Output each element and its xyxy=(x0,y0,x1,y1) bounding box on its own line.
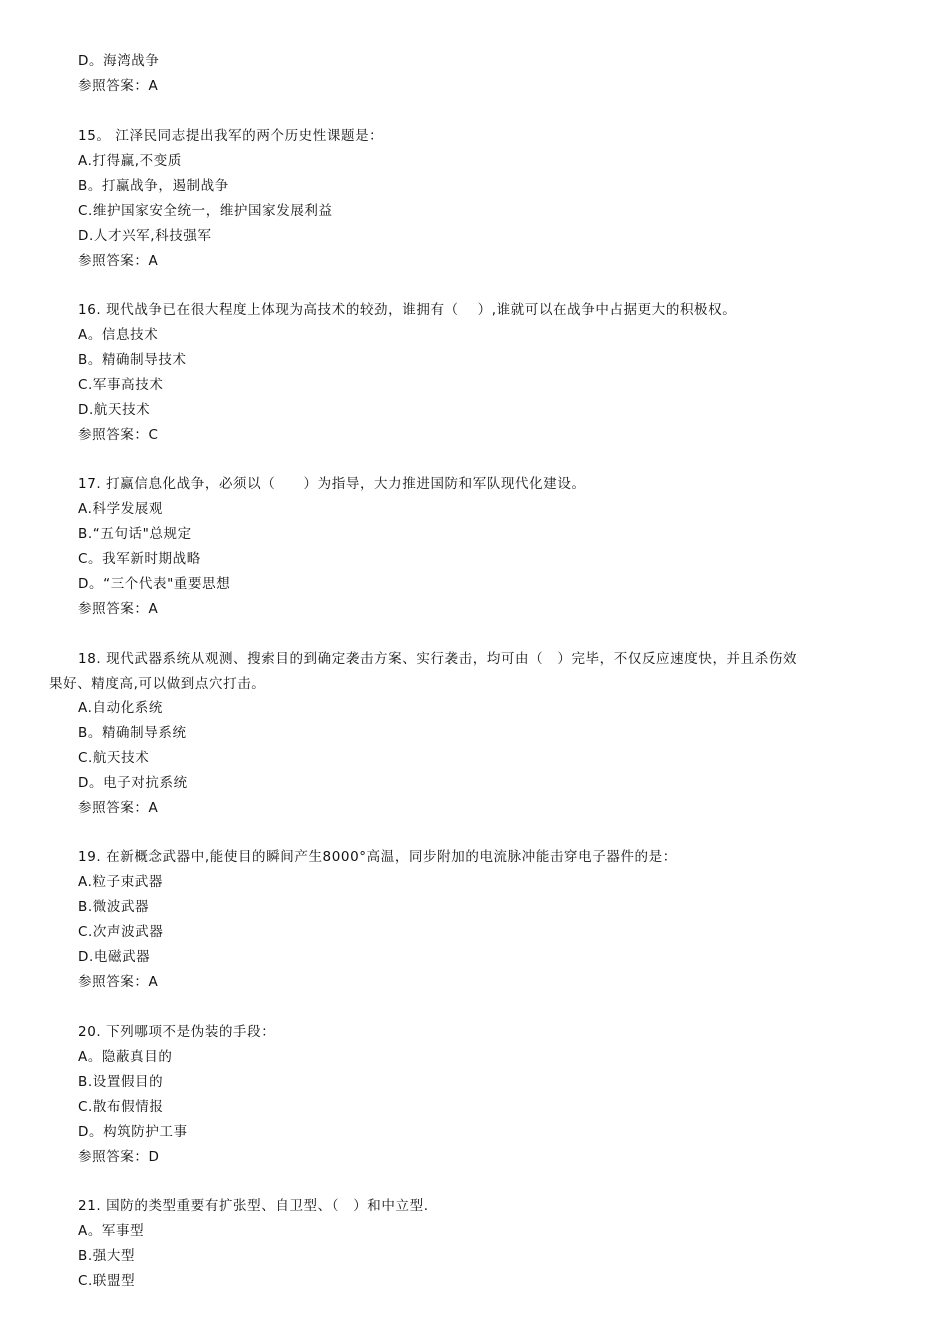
question-19-answer: 参照答案：A xyxy=(78,974,159,990)
question-20-option-b: B.设置假目的 xyxy=(78,1074,164,1090)
question-17-answer: 参照答案：A xyxy=(78,601,159,617)
question-16-option-c: C.军事高技术 xyxy=(78,377,164,393)
question-18-option-a: A.自动化系统 xyxy=(78,700,163,716)
question-19-option-d: D.电磁武器 xyxy=(78,949,151,965)
question-18-title-line-2: 果好、精度高,可以做到点穴打击。 xyxy=(49,676,266,692)
question-19-option-a: A.粒子束武器 xyxy=(78,874,163,890)
question-16-option-d: D.航天技术 xyxy=(78,402,151,418)
question-18-title-line-1: 18. 现代武器系统从观测、搜索目的到确定袭击方案、实行袭击，均可由（ ）完毕，不仅反应速度快，并且杀伤效 xyxy=(78,651,798,667)
question-15-option-a: A.打得赢,不变质 xyxy=(78,153,182,169)
option-d: D。海湾战争 xyxy=(78,53,160,69)
question-15-answer: 参照答案：A xyxy=(78,253,159,269)
question-17-option-c: C。我军新时期战略 xyxy=(78,551,201,567)
question-19-option-c: C.次声波武器 xyxy=(78,924,164,940)
question-21-title: 21. 国防的类型重要有扩张型、自卫型、（ ）和中立型. xyxy=(78,1198,429,1214)
question-17-option-a: A.科学发展观 xyxy=(78,501,163,517)
question-20-option-c: C.散布假情报 xyxy=(78,1099,164,1115)
question-15-title: 15。 江泽民同志提出我军的两个历史性课题是： xyxy=(78,128,384,144)
question-20-title: 20. 下列哪项不是伪装的手段： xyxy=(78,1024,276,1040)
question-18-option-b: B。精确制导系统 xyxy=(78,725,187,741)
question-16-answer: 参照答案：C xyxy=(78,427,159,443)
question-15-option-c: C.维护国家安全统一，维护国家发展利益 xyxy=(78,203,333,219)
question-18-option-d: D。电子对抗系统 xyxy=(78,775,188,791)
question-18-answer: 参照答案：A xyxy=(78,800,159,816)
question-20-option-d: D。构筑防护工事 xyxy=(78,1124,188,1140)
question-20-answer: 参照答案：D xyxy=(78,1149,160,1165)
question-15-option-d: D.人才兴军,科技强军 xyxy=(78,228,212,244)
question-16-option-a: A。信息技术 xyxy=(78,327,159,343)
question-17-title: 17. 打赢信息化战争，必须以（ ）为指导，大力推进国防和军队现代化建设。 xyxy=(78,476,586,492)
question-16-title: 16. 现代战争已在很大程度上体现为高技术的较劲，谁拥有（ ）,谁就可以在战争中占据更大的积极权。 xyxy=(78,302,737,318)
question-19-title: 19. 在新概念武器中,能使目的瞬间产生8000°高温，同步附加的电流脉冲能击穿电子器件的是： xyxy=(78,849,677,865)
question-21-option-b: B.强大型 xyxy=(78,1248,136,1264)
question-18-option-c: C.航天技术 xyxy=(78,750,150,766)
question-21-option-c: C.联盟型 xyxy=(78,1273,136,1289)
question-19-option-b: B.微波武器 xyxy=(78,899,150,915)
question-15-option-b: B。打赢战争，遏制战争 xyxy=(78,178,229,194)
question-17-option-d: D。“三个代表"重要思想 xyxy=(78,576,231,592)
question-16-option-b: B。精确制导技术 xyxy=(78,352,187,368)
question-20-option-a: A。隐蔽真目的 xyxy=(78,1049,173,1065)
answer-line: 参照答案：A xyxy=(78,78,159,94)
question-21-option-a: A。军事型 xyxy=(78,1223,145,1239)
question-17-option-b: B.“五句话"总规定 xyxy=(78,526,192,542)
